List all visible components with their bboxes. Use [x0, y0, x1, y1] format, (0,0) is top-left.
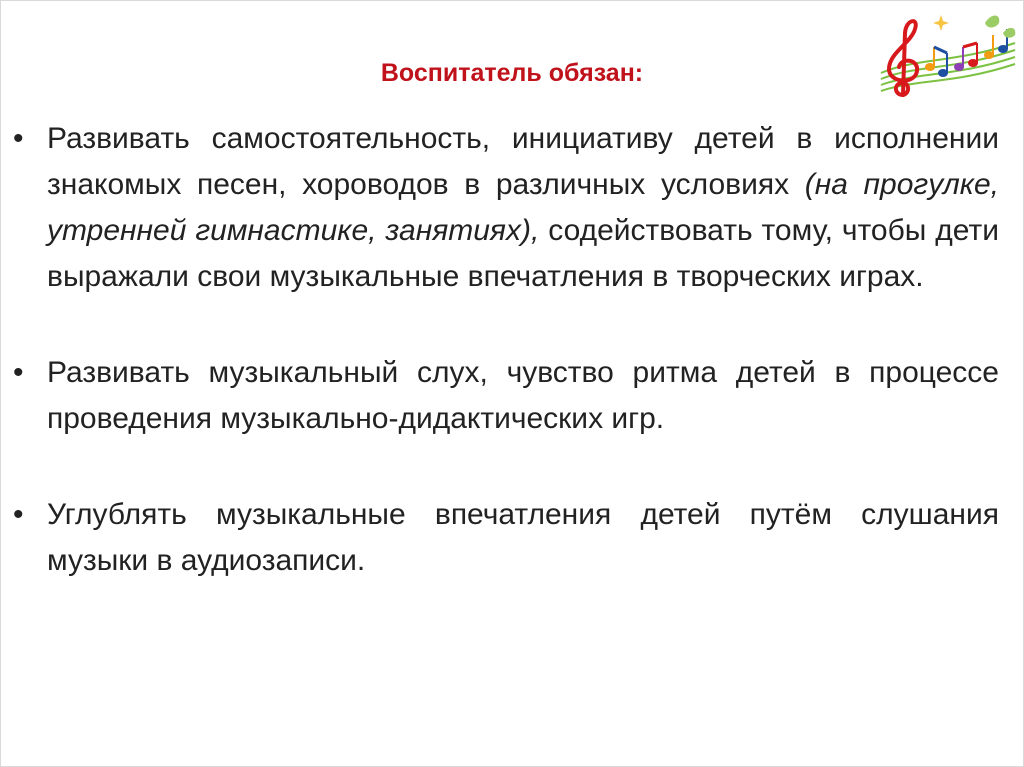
item-text-continued: содействовать тому, чтобы дети выражали свои музыкальные впечатления в творческих играх.	[47, 214, 999, 293]
item-text: Развивать музыкальный слух, чувство ритма детей в процессе проведения музыкально-дидактических игр.	[47, 356, 999, 435]
bullet-icon: •	[13, 356, 24, 389]
music-notes-icon	[875, 3, 1021, 103]
bullet-list	[13, 116, 999, 584]
item-italic-text: (на прогулке, утренней гимнастике, занятиях),	[47, 168, 999, 247]
list-item	[13, 492, 999, 584]
list-item	[13, 350, 999, 442]
item-text: Углублять музыкальные впечатления детей путём слушания музыки в аудиозаписи.	[47, 498, 999, 577]
bullet-icon: •	[13, 122, 24, 155]
slide-title: Воспитатель обязан:	[380, 59, 644, 87]
list-item	[13, 116, 999, 300]
item-text: Развивать самостоятельность, инициативу детей в исполнении знакомых песен, хороводов в различных условиях	[47, 122, 999, 201]
bullet-icon: •	[13, 498, 24, 531]
